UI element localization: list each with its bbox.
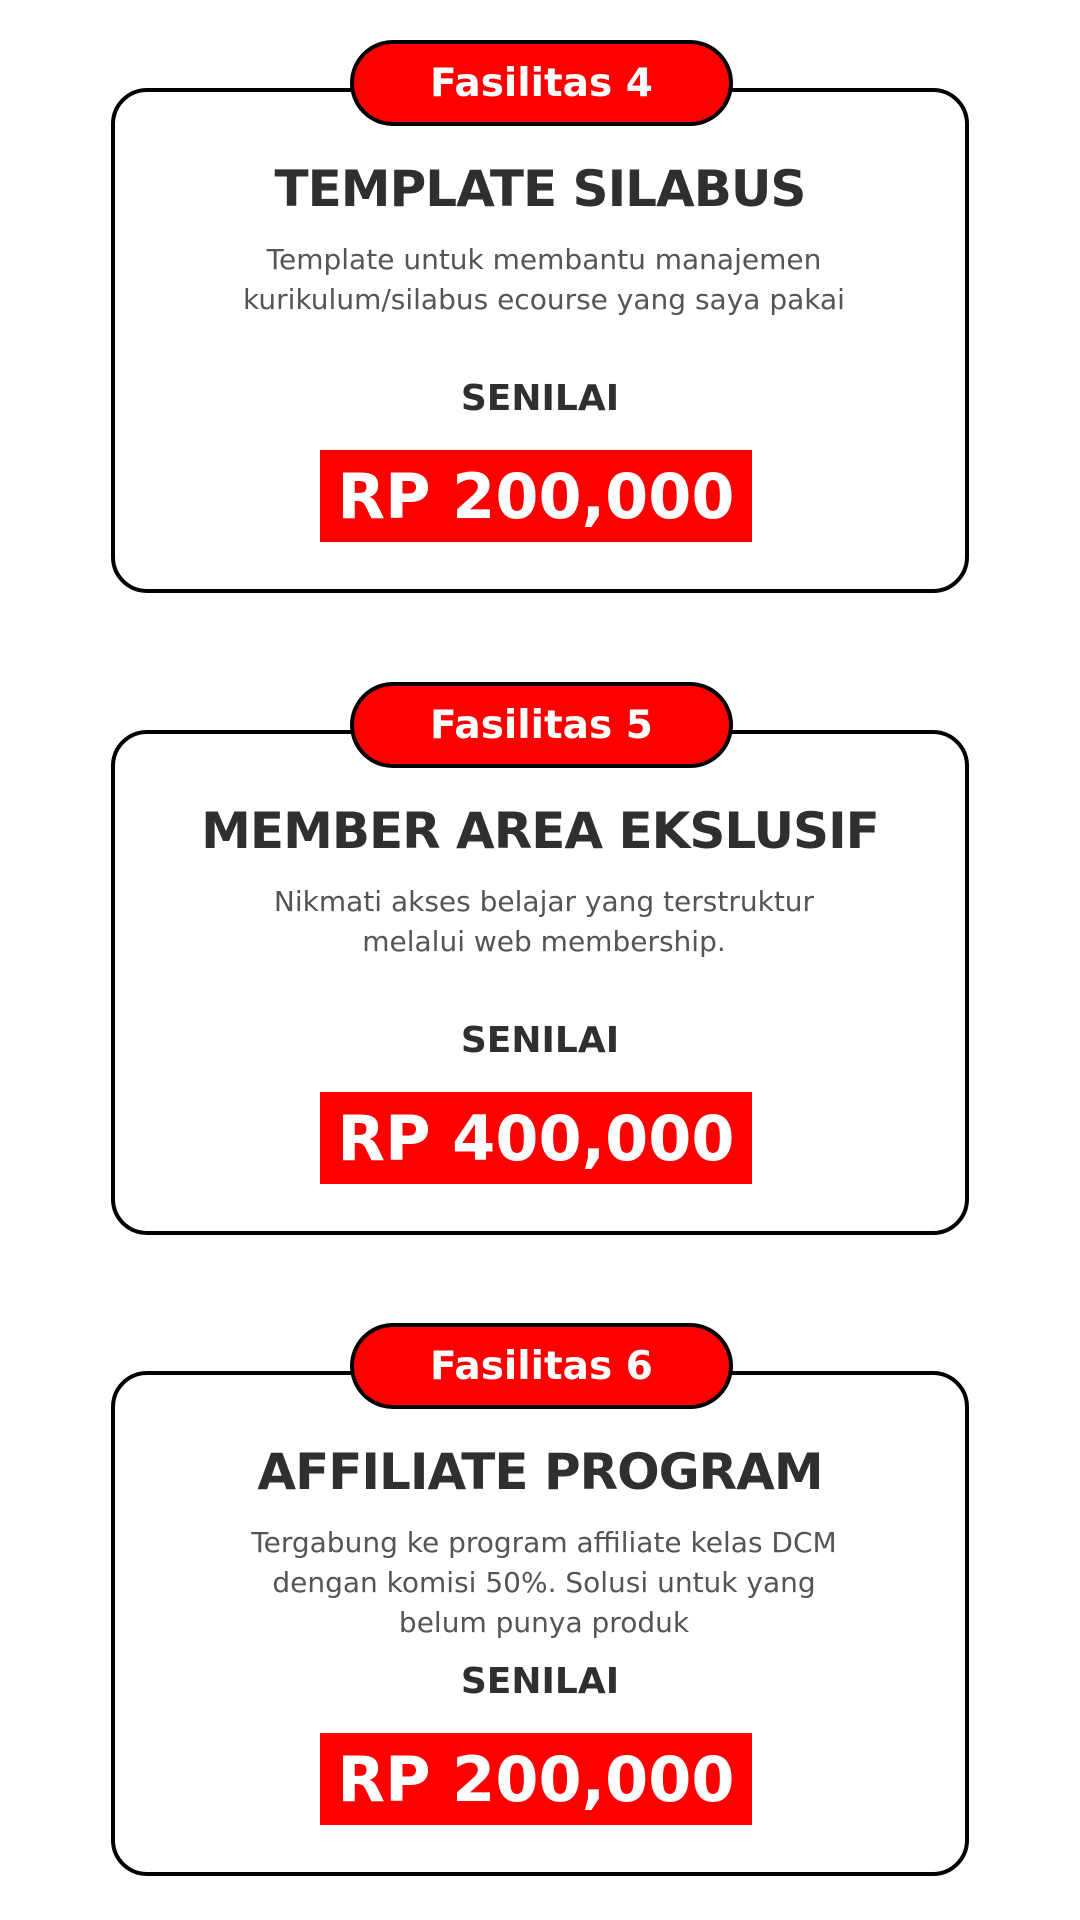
facility-card [111,88,969,593]
facility-badge: Fasilitas 5 [350,682,733,768]
price-tag: RP 200,000 [320,450,752,542]
facility-badge: Fasilitas 4 [350,40,733,126]
value-label: SENILAI [460,378,620,419]
facility-description: Template untuk membantu manajemen kurikulum/silabus ecourse yang saya pakai [243,243,845,316]
facility-title: AFFILIATE PROGRAM [257,1443,823,1501]
facility-badge: Fasilitas 6 [350,1323,733,1409]
facility-title: TEMPLATE SILABUS [274,160,806,218]
value-label: SENILAI [460,1020,620,1061]
price-tag: RP 400,000 [320,1092,752,1184]
facility-card [111,1371,969,1876]
facility-description: Tergabung ke program affiliate kelas DCM dengan komisi 50%. Solusi untuk yang belum punya produk [251,1526,837,1639]
facility-card [111,730,969,1235]
value-label: SENILAI [460,1661,620,1702]
facility-title: MEMBER AREA EKSLUSIF [201,802,879,860]
price-tag: RP 200,000 [320,1733,752,1825]
facility-description: Nikmati akses belajar yang terstruktur melalui web membership. [273,885,815,958]
